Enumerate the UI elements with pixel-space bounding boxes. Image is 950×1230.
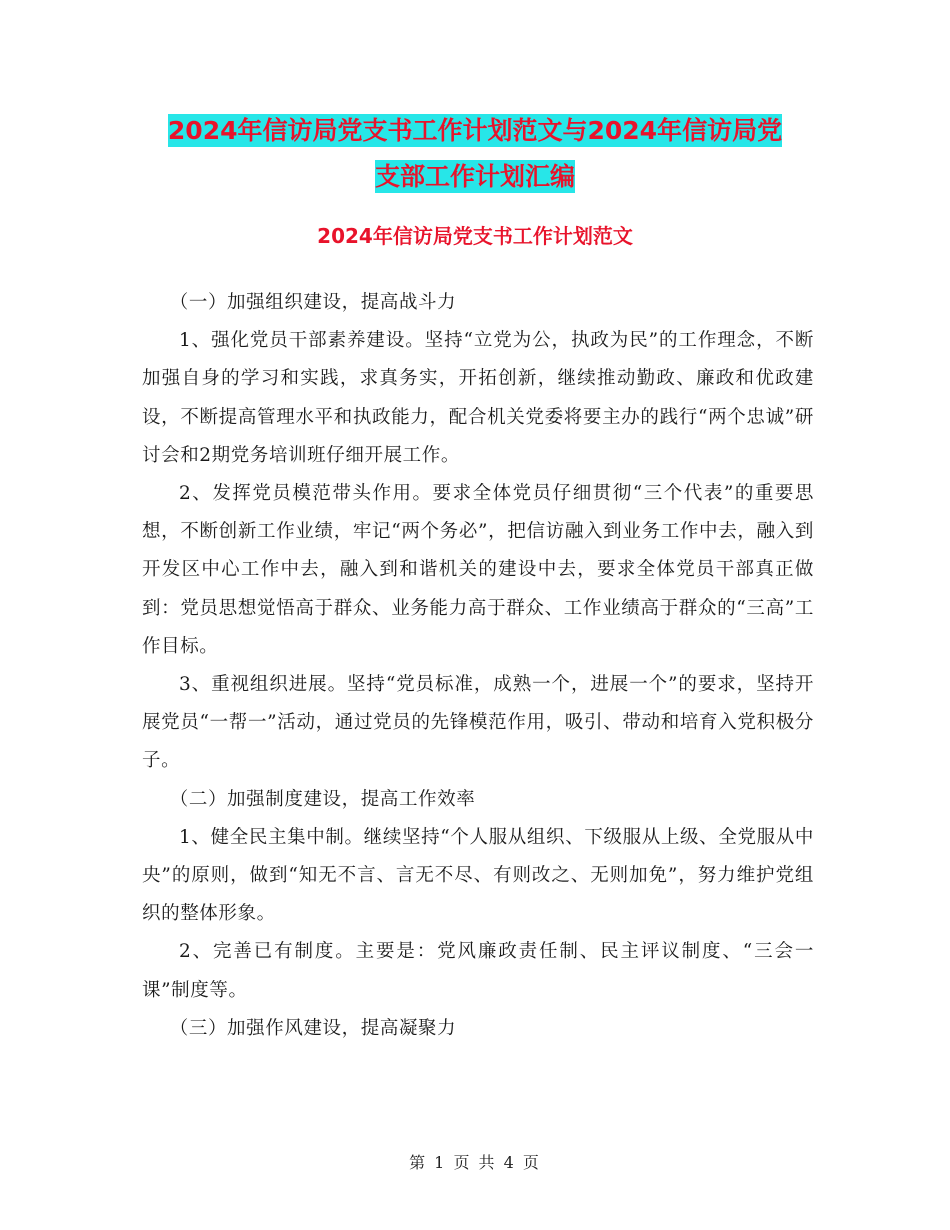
paragraph: 3、重视组织进展。坚持“党员标准，成熟一个，进展一个”的要求，坚持开展党员“一帮一”活动，通过党员的先锋模范作用，吸引、带动和培育入党积极分子。 (142, 674, 814, 772)
section-heading: （一）加强组织建设，提高战斗力 (169, 292, 457, 313)
title-line-1: 2024年信访局党支书工作计划范文与2024年信访局党 (167, 116, 783, 145)
paragraph: 2、发挥党员模范带头作用。要求全体党员仔细贯彻“三个代表”的重要思想，不断创新工作业绩，牢记“两个务必”，把信访融入到业务工作中去，融入到开发区中心工作中去，融入到和谐机关的建设中去，要求全体党员干部真正做到：党员思想觉悟高于群众、业务能力高于群众、工作业绩高于群众的“三高”工作目标。 (142, 483, 814, 657)
title-line-2: 支部工作计划汇编 (374, 162, 575, 191)
document-body (142, 284, 814, 1048)
section-heading: （二）加强制度建设，提高工作效率 (169, 788, 476, 810)
paragraph: 2、完善已有制度。主要是：党风廉政责任制、民主评议制度、“三会一课”制度等。 (142, 941, 814, 1001)
paragraph: 1、强化党员干部素养建设。坚持“立党为公，执政为民”的工作理念，不断加强自身的学习和实践，求真务实，开拓创新，继续推动勤政、廉政和优政建设，不断提高管理水平和执政能力，配合机关党委将要主办的践行“两个忠诚”研讨会和2期党务培训班仔细开展工作。 (142, 330, 814, 466)
section-title: 2024年信访局党支书工作计划范文 (317, 224, 633, 248)
section-heading: （三）加强作风建设，提高凝聚力 (169, 1017, 457, 1039)
paragraph: 1、健全民主集中制。继续坚持“个人服从组织、下级服从上级、全党服从中央”的原则，做到“知无不言、言无不尽、有则改之、无则加免”，努力维护党组织的整体形象。 (142, 826, 814, 925)
document-title (0, 108, 950, 200)
page-footer: 第 1 页 共 4 页 (409, 1153, 541, 1172)
